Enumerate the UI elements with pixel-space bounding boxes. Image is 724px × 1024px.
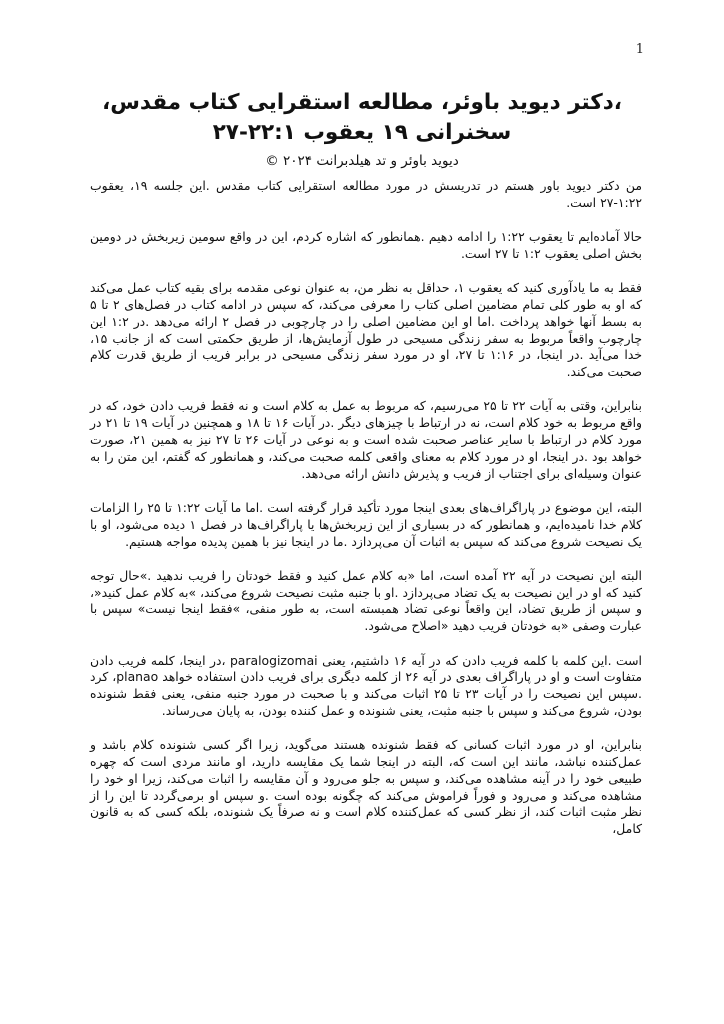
paragraph: بنابراین، وقتی به آیات ۲۲ تا ۲۵ می‌رسیم، که مربوط به عمل به کلام است و نه فقط فریب دادن خود، که در واقع مربوط به خود کلام است، نه در ارتباط با چیزهای دیگر .در آیات ۱۶ تا ۱۸ و همچنین در آیات ۱۹ تا ۲۱ در مورد کلام در ارتباط با سایر عناصر صحبت شده است و به نوعی در آیات ۲۶ تا ۲۷ نیز به همین ۲۱، صورت خواهد بود .در اینجا، او در مورد کلام به معنای واقعی کلمه صحبت می‌کند، و همانطور که گفتم، این متن را به عنوان وسیله‌ای برای اجتناب از فریب و پذیرش دانش ارائه می‌دهد.: [90, 398, 642, 481]
paragraph: بنابراین، او در مورد اثبات کسانی که فقط شنونده هستند می‌گوید، زیرا اگر کسی شنونده کلام باشد و عمل‌کننده نباشد، مانند این است که، البته در اینجا شما یک مقایسه دارید، او مانند مردی است که چهره طبیعی خود را در آینه مشاهده می‌کند، و سپس به جلو می‌رود و آن مقایسه را اثبات می‌کند، زیرا او خود را مشاهده می‌کند و می‌رود و فوراً فراموش می‌کند که چگونه بوده است .و سپس او برمی‌گردد تا این را از نظر مثبت اثبات کند، از نظر کسی که عمل‌کننده کلام است و نه صرفاً یک شنونده، بلکه کسی که به قانون کامل،: [90, 737, 642, 837]
document-body: [90, 178, 642, 856]
paragraph: حالا آماده‌ایم تا یعقوب ۱:۲۲ را ادامه دهیم .همانطور که اشاره کردم، این در واقع سومین زیربخش در دومین بخش اصلی یعقوب ۱:۲ تا ۲۷ است.: [90, 229, 643, 261]
page-subtitle: دیوید باوئر و تد هیلدبرانت ۲۰۲۴ ©: [265, 153, 459, 169]
page-title: ،دکتر دیوید باوئر، مطالعه استقرایی کتاب مقدس، سخنرانی ۱۹ یعقوب ۲۲:۱-۲۷: [102, 90, 622, 145]
title-block: [90, 88, 634, 171]
paragraph: البته این نصیحت در آیه ۲۲ آمده است، اما «به کلام عمل کنید و فقط خودتان را فریب ندهید .»حال توجه کنید که او در این نصیحت به یک تضاد می‌پردازد .او با جنبه مثبت نصیحت شروع می‌کند، »به کلام عمل کنید«، و سپس از طریق تضاد، این واقعاً نوعی تضاد همبسته است، به طور منفی، »فقط اینجا نیست» سپس با عبارت وصفی «به خودتان فریب دهید «اصلاح می‌شود.: [90, 567, 642, 634]
paragraph: من دکتر دیوید باور هستم در تدریسش در مورد مطالعه استقرایی کتاب مقدس .این جلسه ۱۹، یعقوب ۱:۲۲-۲۷ است.: [90, 178, 642, 210]
paragraph: البته، این موضوع در پاراگراف‌های بعدی اینجا مورد تأکید قرار گرفته است .اما ما آیات ۱:۲۲ تا ۲۵ را الزامات کلام خدا نامیده‌ایم، و همانطور که در بسیاری از این زیربخش‌ها یا پاراگراف‌ها در فصل ۱ دیده می‌شود، او با یک نصیحت شروع می‌کند که سپس به اثبات آن می‌پردازد .ما در اینجا نیز با همین پدیده مواجه هستیم.: [90, 499, 642, 549]
paragraph: است .این کلمه با کلمه فریب دادن که در آیه ۱۶ داشتیم، یعنی paralogizomai ،در اینجا، کلمه فریب دادن متفاوت است و او در پاراگراف بعدی در آیه ۲۶ از کلمه دیگری برای فریب دادن استفاده خواهد planao، کرد .سپس این نصیحت را در آیات ۲۳ تا ۲۵ اثبات می‌کند و با صحبت در مورد جنبه منفی، یعنی فقط شنونده بودن، شروع می‌کند و سپس با جنبه مثبت، یعنی شنونده و عمل کننده بودن، به پایان می‌رساند.: [90, 652, 642, 718]
page-number: 1: [635, 42, 644, 57]
paragraph: فقط به ما یادآوری کنید که یعقوب ۱، حداقل به نظر من، به عنوان نوعی مقدمه برای بقیه کتاب عمل می‌کند که او به طور کلی تمام مضامین اصلی کتاب را معرفی می‌کند، که سپس در ادامه کتاب در فصل‌های ۲ تا ۵ به بسط آنها خواهد پرداخت .اما او این مضامین اصلی را در چارچوبی در فصل ۲ ارائه می‌دهد .در ۱:۲ این چارچوب واقعاً مربوط به سفر زندگی مسیحی در طول آزمایش‌ها، از طریق حکمتی است که از جانب ۱۵، خدا می‌آید .در اینجا، در ۱:۱۶ تا ۲۷، او در مورد سفر زندگی مسیحی در برابر فریب از طریق قدرت کلام صحبت می‌کند.: [90, 280, 642, 380]
